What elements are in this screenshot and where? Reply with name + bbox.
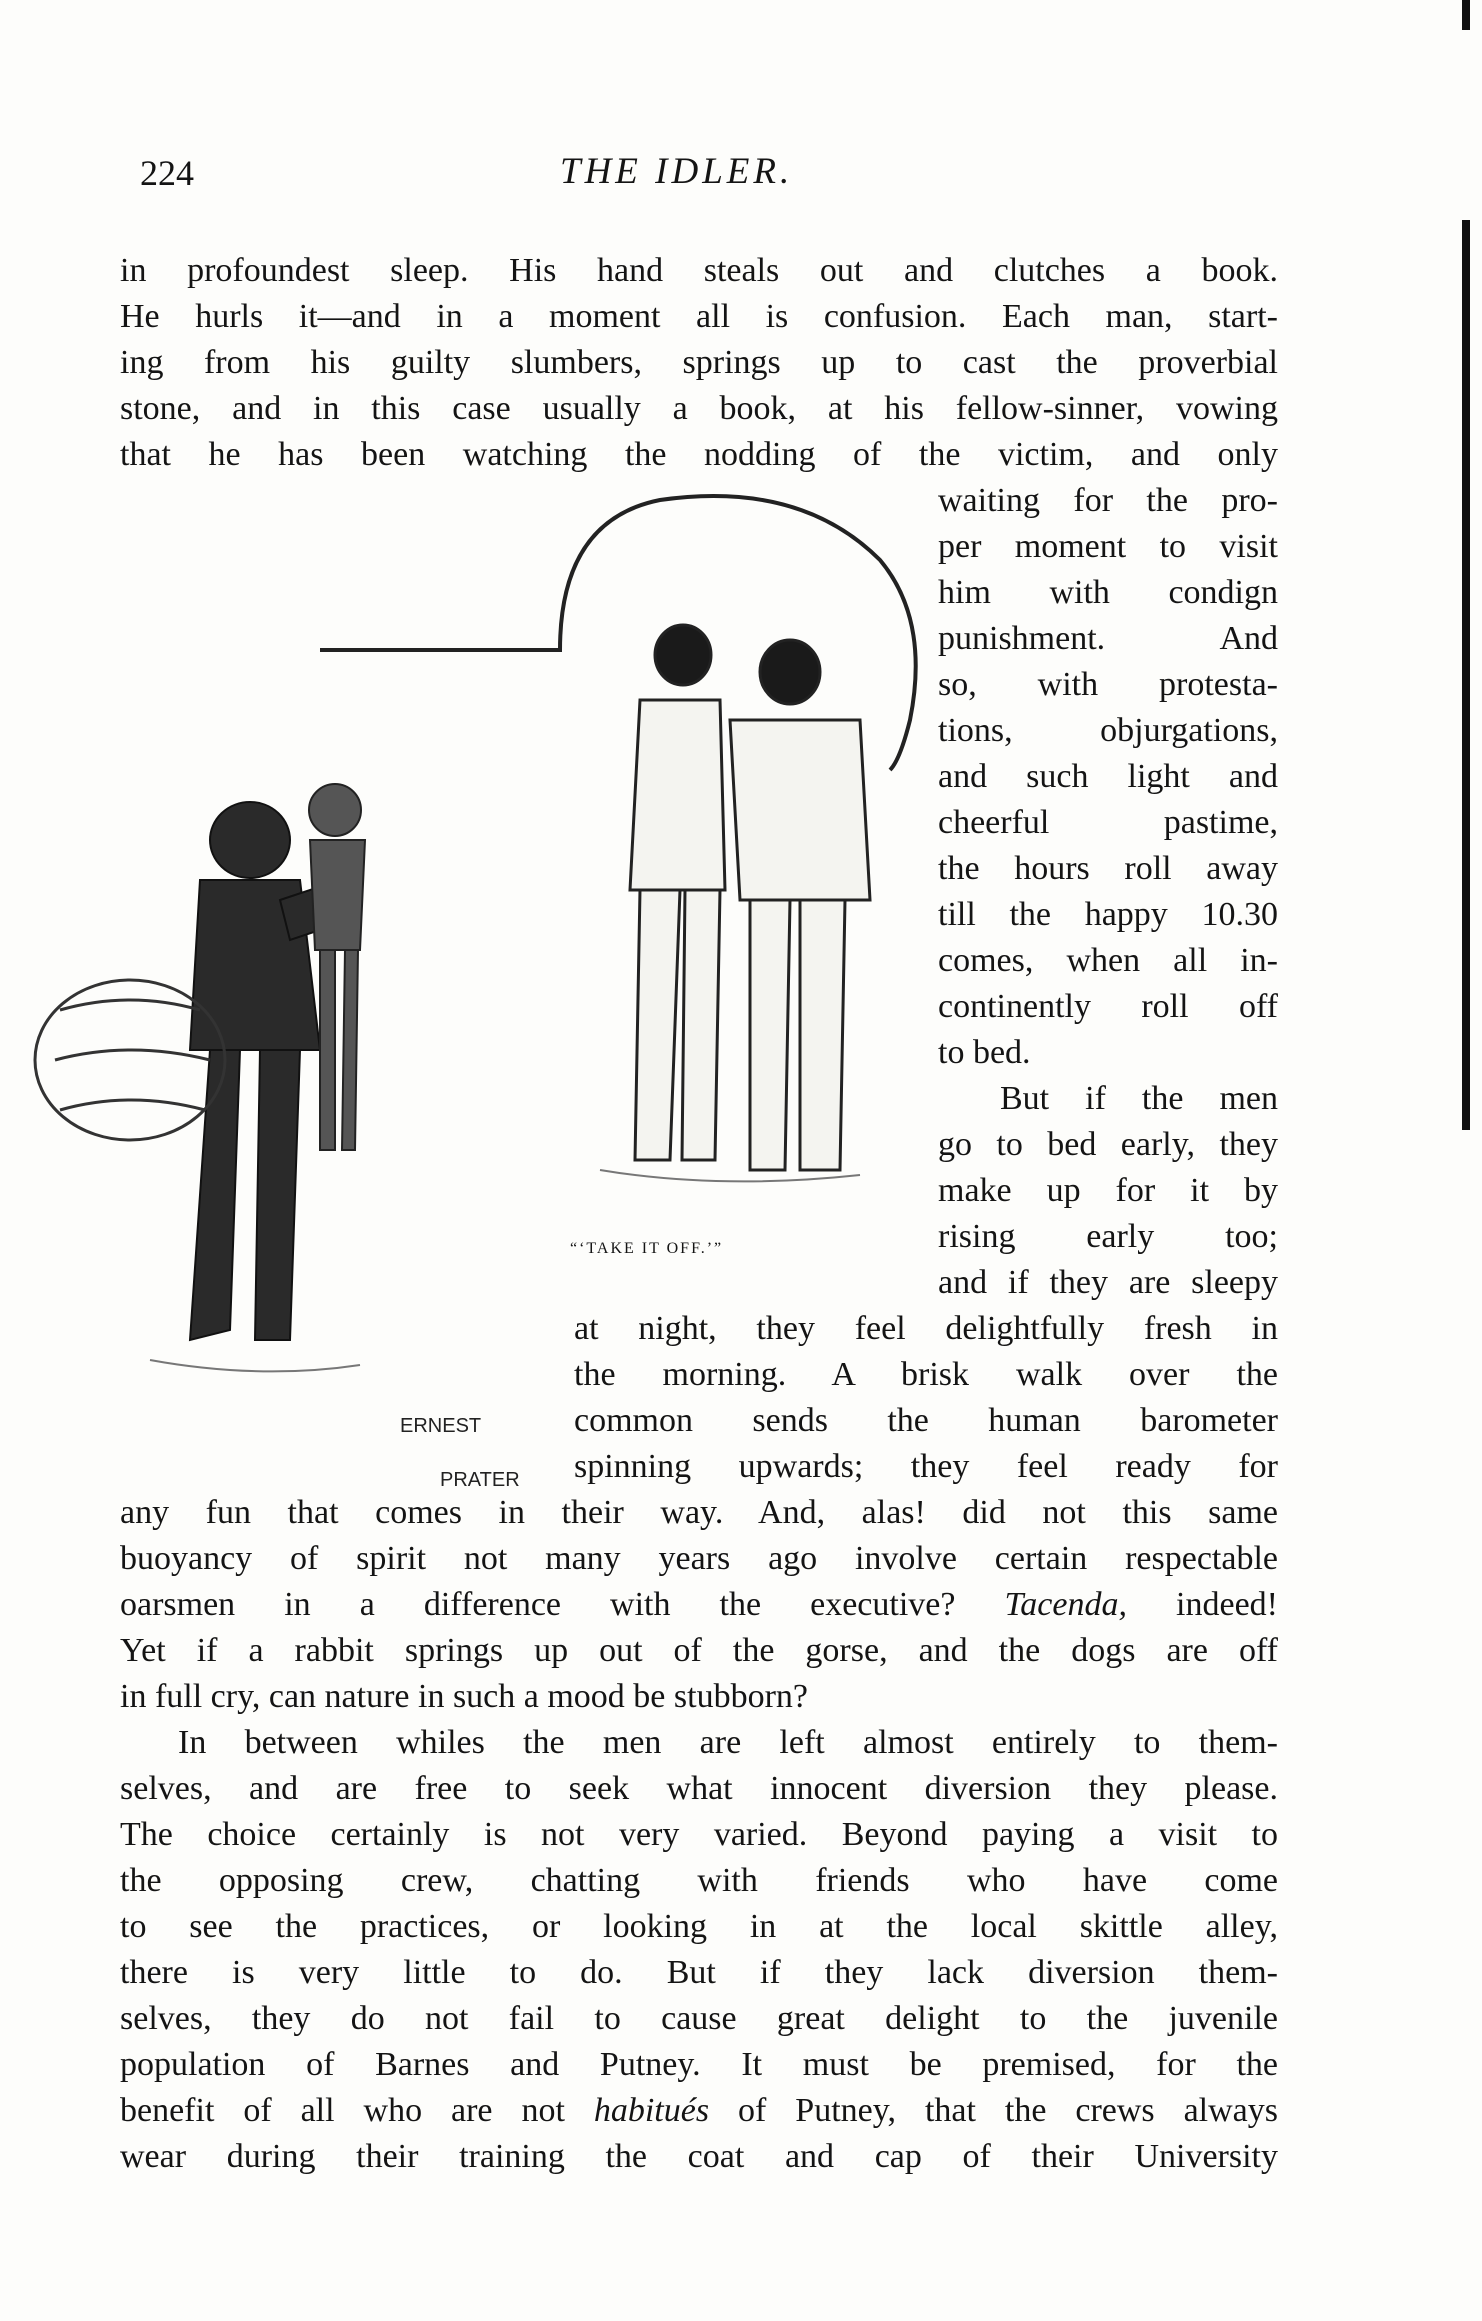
text-line: wear during their training the coat and cap of their University bbox=[120, 2138, 1278, 2175]
rower-figure-right bbox=[730, 640, 870, 1170]
italic-word: Tacenda, bbox=[1004, 1586, 1127, 1623]
text-fragment: indeed! bbox=[1176, 1586, 1278, 1623]
text-line: punishment. And bbox=[938, 620, 1278, 657]
text-line: spinning upwards; they feel ready for bbox=[574, 1448, 1278, 1485]
text-line: him with condign bbox=[938, 574, 1278, 611]
text-line: In between whiles the men are left almost entirely to them- bbox=[178, 1724, 1278, 1761]
text-line: there is very little to do. But if they lack diversion them- bbox=[120, 1954, 1278, 1991]
artist-signature: ERNEST bbox=[400, 1415, 482, 1437]
text-line: any fun that comes in their way. And, alas! did not this same bbox=[120, 1494, 1278, 1531]
edge-bar bbox=[1462, 220, 1470, 1130]
text-line: waiting for the pro- bbox=[938, 482, 1278, 519]
child-figure bbox=[309, 784, 365, 1150]
text-line: make up for it by bbox=[938, 1172, 1278, 1209]
text-line: selves, and are free to seek what innocent diversion they please. bbox=[120, 1770, 1278, 1807]
text-line: Yet if a rabbit springs up out of the gorse, and the dogs are off bbox=[120, 1632, 1278, 1669]
text-fragment: oarsmen in a difference with the executive? bbox=[120, 1586, 956, 1623]
text-fragment: benefit of all who are not bbox=[120, 2092, 565, 2129]
text-line: But if the men bbox=[1000, 1080, 1278, 1117]
artist-signature: PRATER bbox=[440, 1469, 520, 1491]
text-line: and such light and bbox=[938, 758, 1278, 795]
italic-word: habitués bbox=[593, 2092, 710, 2129]
text-fragment: of Putney, that the crews always bbox=[738, 2092, 1278, 2129]
text-line: the opposing crew, chatting with friends who have come bbox=[120, 1862, 1278, 1899]
text-line: ing from his guilty slumbers, springs up to cast the proverbial bbox=[120, 344, 1278, 381]
text-line: He hurls it—and in a moment all is confusion. Each man, start- bbox=[120, 298, 1278, 335]
text-line: stone, and in this case usually a book, at his fellow-sinner, vowing bbox=[120, 390, 1278, 427]
edge-bar bbox=[1462, 0, 1470, 30]
text-line: continently roll off bbox=[938, 988, 1278, 1025]
text-line: The choice certainly is not very varied. Beyond paying a visit to bbox=[120, 1816, 1278, 1853]
text-line: at night, they feel delightfully fresh in bbox=[574, 1310, 1278, 1347]
text-line: tions, objurgations, bbox=[938, 712, 1278, 749]
rower-figure-left bbox=[630, 625, 725, 1160]
text-line: population of Barnes and Putney. It must be premised, for the bbox=[120, 2046, 1278, 2083]
text-line: in full cry, can nature in such a mood be stubborn? bbox=[120, 1678, 808, 1715]
text-line: rising early too; bbox=[938, 1218, 1278, 1255]
text-line: go to bed early, they bbox=[938, 1126, 1278, 1163]
text-line: so, with protesta- bbox=[938, 666, 1278, 703]
text-line: buoyancy of spirit not many years ago involve certain respectable bbox=[120, 1540, 1278, 1577]
text-line: and if they are sleepy bbox=[938, 1264, 1278, 1301]
basket bbox=[35, 980, 225, 1140]
text-line: in profoundest sleep. His hand steals out and clutches a book. bbox=[120, 252, 1278, 289]
page-number: 224 bbox=[140, 153, 194, 193]
illustration-caption: “‘TAKE IT OFF.’” bbox=[570, 1240, 724, 1257]
running-head: THE IDLER. bbox=[560, 151, 794, 192]
text-line: comes, when all in- bbox=[938, 942, 1278, 979]
text-line: selves, they do not fail to cause great delight to the juvenile bbox=[120, 2000, 1278, 2037]
text-line: that he has been watching the nodding of the victim, and only bbox=[120, 436, 1278, 473]
text-line: to bed. bbox=[938, 1034, 1031, 1071]
text-line: per moment to visit bbox=[938, 528, 1278, 565]
text-line: till the happy 10.30 bbox=[938, 896, 1278, 933]
text-line: common sends the human barometer bbox=[574, 1402, 1278, 1439]
text-line: cheerful pastime, bbox=[938, 804, 1278, 841]
text-line: to see the practices, or looking in at the local skittle alley, bbox=[120, 1908, 1278, 1945]
text-line: the morning. A brisk walk over the bbox=[574, 1356, 1278, 1393]
text-line: the hours roll away bbox=[938, 850, 1278, 887]
